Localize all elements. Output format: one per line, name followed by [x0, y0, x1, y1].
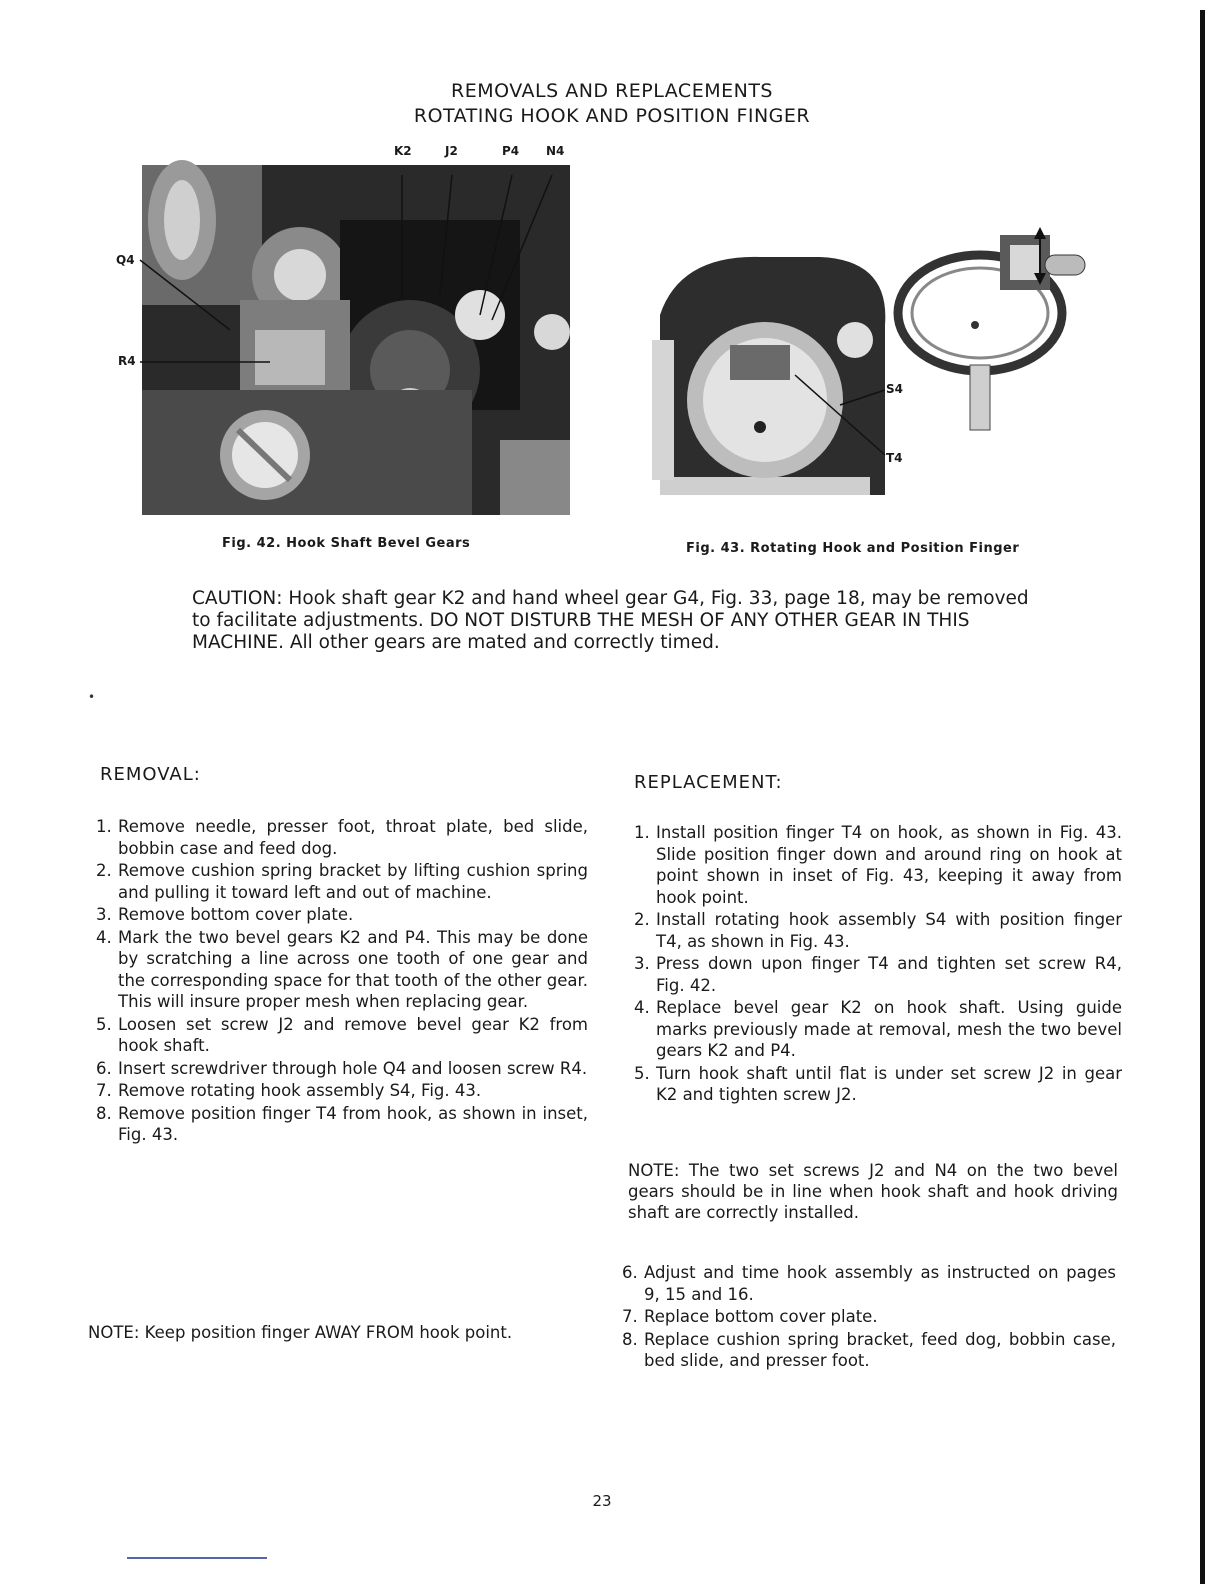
- list-item: 1. Remove needle, presser foot, throat plate, bed slide, bobbin case and feed dog.: [96, 817, 588, 858]
- caution-label: CAUTION:: [192, 588, 283, 609]
- list-item: 2. Install rotating hook assembly S4 with position finger T4, as shown in Fig. 43.: [634, 910, 1122, 951]
- callout-r4: R4: [118, 354, 136, 368]
- list-item: 4. Replace bevel gear K2 on hook shaft. Using guide marks previously made at removal, mesh the two bevel gears K2 and P4.: [634, 998, 1122, 1060]
- rotating-hook-position-finger-photo: [640, 215, 1110, 500]
- note-text: Keep position finger AWAY FROM hook point.: [144, 1323, 513, 1342]
- removal-note: [88, 1322, 580, 1343]
- list-item: 5. Loosen set screw J2 and remove bevel gear K2 from hook shaft.: [96, 1014, 588, 1055]
- note-label: NOTE:: [88, 1323, 140, 1342]
- hook-shaft-bevel-gears-photo: [110, 140, 580, 520]
- note-label: NOTE:: [628, 1161, 680, 1180]
- replacement-heading: REPLACEMENT:: [634, 772, 783, 793]
- list-item: 2. Remove cushion spring bracket by lifting cushion spring and pulling it toward left and out of machine.: [96, 861, 588, 902]
- page-subtitle: ROTATING HOOK AND POSITION FINGER: [413, 105, 811, 127]
- replacement-steps: [634, 822, 1122, 1107]
- page-edge-rule: [1200, 10, 1205, 1584]
- replacement-note: [628, 1160, 1118, 1223]
- page-title: REMOVALS AND REPLACEMENTS: [451, 80, 773, 102]
- figure-43-caption: Fig. 43. Rotating Hook and Position Finger: [686, 541, 1020, 556]
- list-item: 4. Mark the two bevel gears K2 and P4. This may be done by scratching a line across one tooth of one gear and the corresponding space for that tooth of the other gear. This will insure proper mesh when replacing gear.: [96, 927, 588, 1011]
- callout-t4: T4: [886, 451, 903, 465]
- callout-n4: N4: [546, 144, 565, 158]
- footer-rule: [127, 1557, 267, 1559]
- replacement-steps-continued: [622, 1262, 1116, 1373]
- removal-steps: [96, 816, 588, 1147]
- list-item: 3. Remove bottom cover plate.: [96, 905, 354, 924]
- note-text: The two set screws J2 and N4 on the two bevel gears should be in line when hook shaft and hook driving shaft are correctly installed.: [628, 1161, 1118, 1222]
- callout-p4: P4: [502, 144, 520, 158]
- margin-mark: •: [88, 690, 96, 704]
- callout-q4: Q4: [116, 253, 135, 267]
- caution-block: [192, 588, 1052, 654]
- list-item: 3. Press down upon finger T4 and tighten set screw R4, Fig. 42.: [634, 954, 1122, 995]
- figure-43: [640, 215, 1110, 500]
- figure-42-caption: Fig. 42. Hook Shaft Bevel Gears: [222, 536, 471, 551]
- figure-42: [110, 140, 580, 520]
- callout-s4: S4: [886, 382, 903, 396]
- list-item: 7. Remove rotating hook assembly S4, Fig. 43.: [96, 1081, 482, 1100]
- caution-text: Hook shaft gear K2 and hand wheel gear G4, Fig. 33, page 18, may be removed to facilitate adjustments. DO NOT DISTURB THE MESH OF ANY OTHER GEAR IN THIS MACHINE. All other gears are mated and correctly timed.: [192, 588, 1029, 653]
- list-item: 7. Replace bottom cover plate.: [622, 1307, 878, 1326]
- callout-k2: K2: [394, 144, 412, 158]
- list-item: 6. Insert screwdriver through hole Q4 and loosen screw R4.: [96, 1058, 588, 1078]
- list-item: 8. Replace cushion spring bracket, feed dog, bobbin case, bed slide, and presser foot.: [622, 1329, 1116, 1370]
- callout-j2: J2: [445, 144, 458, 158]
- removal-heading: REMOVAL:: [100, 764, 201, 785]
- list-item: 8. Remove position finger T4 from hook, as shown in inset, Fig. 43.: [96, 1103, 588, 1144]
- list-item: 5. Turn hook shaft until flat is under set screw J2 in gear K2 and tighten screw J2.: [634, 1063, 1122, 1104]
- list-item: 6. Adjust and time hook assembly as instructed on pages 9, 15 and 16.: [622, 1263, 1116, 1304]
- page-number: 23: [592, 1492, 612, 1510]
- list-item: 1. Install position finger T4 on hook, as shown in Fig. 43. Slide position finger down and around ring on hook at point shown in inset of Fig. 43, keeping it away from hook point.: [634, 823, 1122, 907]
